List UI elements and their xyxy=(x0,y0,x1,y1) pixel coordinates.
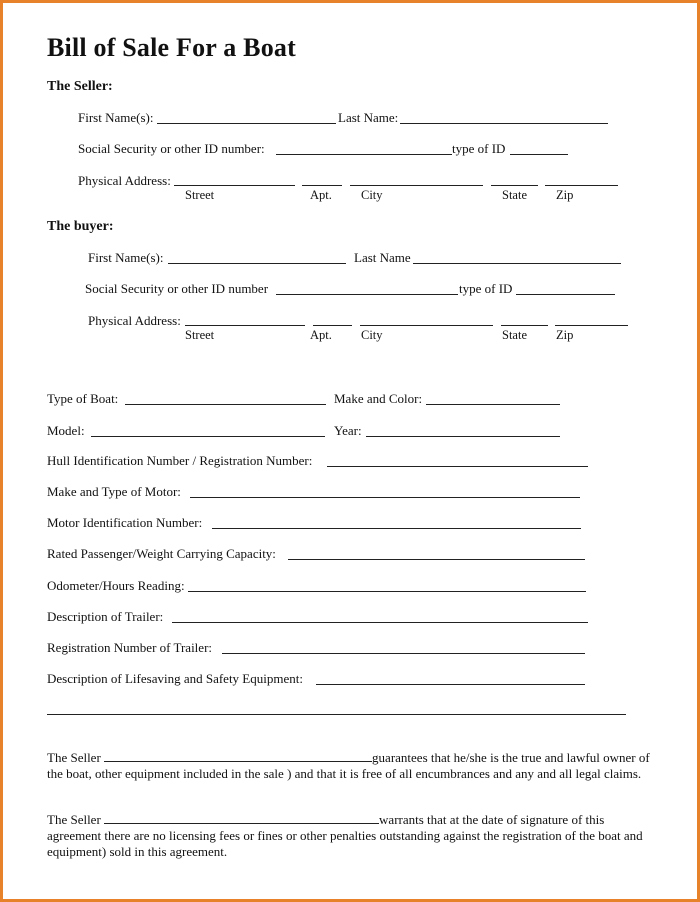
motor-id-label: Motor Identification Number: xyxy=(47,515,203,530)
boat-type-field[interactable] xyxy=(125,404,326,405)
seller-city-caption: City xyxy=(361,188,383,202)
buyer-last-name-label: Last Name xyxy=(354,250,411,265)
hull-id-field[interactable] xyxy=(327,466,588,467)
year-label: Year: xyxy=(334,423,362,438)
seller-apt-field[interactable] xyxy=(302,185,342,186)
seller-first-name-field[interactable] xyxy=(157,123,336,124)
buyer-ssn-field[interactable] xyxy=(276,294,458,295)
guarantee-text: guarantees that he/she is the true and lawful owner of the boat, other equipment included in the sale ) and that it is free of all encumbrances and any and all legal claims. xyxy=(47,750,650,781)
trailer-registration-field[interactable] xyxy=(222,653,585,654)
warrant-text: warrants that at the date of signature of this agreement there are no licensing fees or fines or other penalties outstanding against the registration of the boat and equipment) sold in this agreement. xyxy=(47,812,643,859)
buyer-last-name-field[interactable] xyxy=(413,263,621,264)
guarantee-prefix: The Seller xyxy=(47,750,101,765)
warrant-statement xyxy=(47,811,659,860)
buyer-zip-field[interactable] xyxy=(555,325,628,326)
seller-street-field[interactable] xyxy=(174,185,295,186)
buyer-street-field[interactable] xyxy=(185,325,305,326)
buyer-address-label: Physical Address: xyxy=(88,313,181,328)
odometer-field[interactable] xyxy=(188,591,586,592)
seller-street-caption: Street xyxy=(185,188,215,202)
capacity-label: Rated Passenger/Weight Carrying Capacity: xyxy=(47,546,276,561)
boat-type-label: Type of Boat: xyxy=(47,391,119,406)
motor-make-field[interactable] xyxy=(190,497,580,498)
buyer-apt-field[interactable] xyxy=(313,325,352,326)
trailer-description-field[interactable] xyxy=(172,622,588,623)
buyer-apt-caption: Apt. xyxy=(310,328,332,342)
seller-type-id-label: type of ID xyxy=(452,141,506,156)
model-field[interactable] xyxy=(91,436,325,437)
buyer-city-caption: City xyxy=(361,328,383,342)
motor-make-label: Make and Type of Motor: xyxy=(47,484,181,499)
seller-first-name-label: First Name(s): xyxy=(78,110,154,125)
make-color-label: Make and Color: xyxy=(334,391,423,406)
seller-zip-field[interactable] xyxy=(545,185,618,186)
seller-ssn-field[interactable] xyxy=(276,154,452,155)
seller-state-field[interactable] xyxy=(491,185,538,186)
model-label: Model: xyxy=(47,423,85,438)
safety-equipment-field-continued[interactable] xyxy=(47,714,626,715)
seller-address-label: Physical Address: xyxy=(78,173,171,188)
warrant-seller-name-field[interactable] xyxy=(104,811,379,824)
odometer-label: Odometer/Hours Reading: xyxy=(47,578,185,593)
buyer-first-name-field[interactable] xyxy=(168,263,346,264)
buyer-city-field[interactable] xyxy=(360,325,493,326)
seller-city-field[interactable] xyxy=(350,185,483,186)
buyer-first-name-label: First Name(s): xyxy=(88,250,164,265)
seller-apt-caption: Apt. xyxy=(310,188,332,202)
seller-heading: The Seller: xyxy=(47,79,113,94)
buyer-type-id-field[interactable] xyxy=(516,294,615,295)
buyer-heading: The buyer: xyxy=(47,219,114,234)
buyer-zip-caption: Zip xyxy=(556,328,574,342)
buyer-type-id-label: type of ID xyxy=(459,281,513,296)
trailer-description-label: Description of Trailer: xyxy=(47,609,164,624)
year-field[interactable] xyxy=(366,436,560,437)
guarantee-statement xyxy=(47,749,659,782)
buyer-street-caption: Street xyxy=(185,328,215,342)
page-title: Bill of Sale For a Boat xyxy=(47,33,296,62)
motor-id-field[interactable] xyxy=(212,528,581,529)
seller-last-name-field[interactable] xyxy=(400,123,608,124)
seller-type-id-field[interactable] xyxy=(510,154,568,155)
safety-equipment-field[interactable] xyxy=(316,684,585,685)
seller-ssn-label: Social Security or other ID number: xyxy=(78,141,265,156)
capacity-field[interactable] xyxy=(288,559,585,560)
safety-equipment-label: Description of Lifesaving and Safety Equipment: xyxy=(47,671,303,686)
guarantee-seller-name-field[interactable] xyxy=(104,749,372,762)
hull-id-label: Hull Identification Number / Registration Number: xyxy=(47,453,313,468)
seller-zip-caption: Zip xyxy=(556,188,574,202)
trailer-registration-label: Registration Number of Trailer: xyxy=(47,640,213,655)
buyer-ssn-label: Social Security or other ID number xyxy=(85,281,269,296)
make-color-field[interactable] xyxy=(426,404,560,405)
buyer-state-caption: State xyxy=(502,328,527,342)
buyer-state-field[interactable] xyxy=(501,325,548,326)
seller-state-caption: State xyxy=(502,188,527,202)
warrant-prefix: The Seller xyxy=(47,812,101,827)
seller-last-name-label: Last Name: xyxy=(338,110,399,125)
